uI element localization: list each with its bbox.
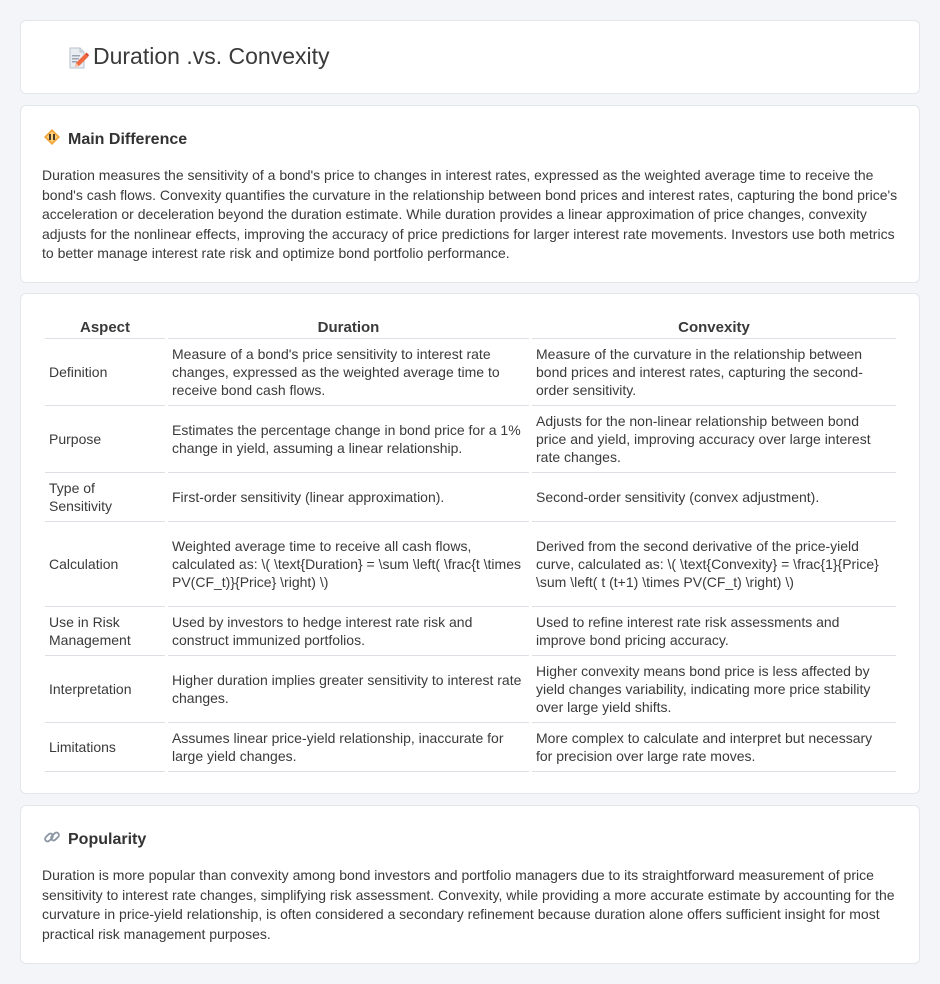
- convexity-cell: Measure of the curvature in the relationship between bond prices and interest rates, capturing the second-order sensitivity.: [532, 339, 896, 406]
- main-difference-card: [20, 105, 920, 283]
- convexity-cell: Higher convexity means bond price is less affected by yield changes variability, indicating more price stability over large yield shifts.: [532, 656, 896, 723]
- convexity-cell: Derived from the second derivative of the price-yield curve, calculated as: \( \text{Convexity} = \frac{1}{Price} \sum \left( t (t+1) \times PV(CF_t) \right) \): [532, 522, 896, 607]
- header-card: [20, 20, 920, 94]
- table-row: [45, 607, 896, 656]
- header-duration: Duration: [168, 315, 529, 339]
- header-convexity: Convexity: [532, 315, 896, 339]
- comparison-card: [20, 293, 920, 794]
- table-row: [45, 656, 896, 723]
- convexity-cell: More complex to calculate and interpret but necessary for precision over large rate moves.: [532, 723, 896, 772]
- duration-cell: Measure of a bond's price sensitivity to interest rate changes, expressed as the weighted average time to receive bond cash flows.: [168, 339, 529, 406]
- duration-cell: Estimates the percentage change in bond price for a 1% change in yield, assuming a linear relationship.: [168, 406, 529, 473]
- table-row: [45, 473, 896, 522]
- table-row: [45, 406, 896, 473]
- main-difference-heading: [43, 128, 187, 151]
- popularity-text: Duration is more popular than convexity among bond investors and portfolio managers due to its straightforward measurement of price sensitivity to interest rate changes, simplifying risk assessment. Convexity, while providing a more accurate estimate by accounting for the curvature in price-yield relationship, is often considered a secondary refinement because duration alone offers sufficient insight for most practical risk management purposes.: [42, 867, 895, 942]
- duration-cell: First-order sensitivity (linear approximation).: [168, 473, 529, 522]
- table-row: [45, 723, 896, 772]
- convexity-cell: Adjusts for the non-linear relationship between bond price and yield, improving accuracy over large interest rate changes.: [532, 406, 896, 473]
- popularity-card: [20, 805, 920, 964]
- duration-cell: Weighted average time to receive all cash flows, calculated as: \( \text{Duration} = \sum \left( \frac{t \times PV(CF_t)}{Price} \right) \): [168, 522, 529, 607]
- convexity-cell: Second-order sensitivity (convex adjustment).: [532, 473, 896, 522]
- aspect-cell: Use in Risk Management: [45, 607, 165, 656]
- link-icon: [43, 828, 61, 851]
- main-difference-text: Duration measures the sensitivity of a bond's price to changes in interest rates, expressed as the weighted average time to receive the bond's cash flows. Convexity quantifies the curvature in the relationship between bond prices and interest rates, capturing the bond price's acceleration or deceleration beyond the duration estimate. While duration provides a linear approximation of price changes, convexity adjusts for the nonlinear effects, improving the accuracy of price predictions for larger interest rate movements. Investors use both metrics to better manage interest rate risk and optimize bond portfolio performance.: [42, 167, 898, 262]
- aspect-cell: Interpretation: [45, 656, 165, 723]
- table-row: [45, 522, 896, 607]
- main-difference-title: Main Difference: [68, 130, 188, 148]
- aspect-cell: Purpose: [45, 406, 165, 473]
- popularity-title: Popularity: [68, 830, 147, 848]
- aspect-cell: Definition: [45, 339, 165, 406]
- convexity-cell: Used to refine interest rate risk assessments and improve bond pricing accuracy.: [532, 607, 896, 656]
- duration-cell: Used by investors to hedge interest rate risk and construct immunized portfolios.: [168, 607, 529, 656]
- duration-cell: Assumes linear price-yield relationship, inaccurate for large yield changes.: [168, 723, 529, 772]
- aspect-cell: Limitations: [45, 723, 165, 772]
- popularity-heading: [43, 828, 146, 851]
- page-title: Duration .vs. Convexity: [93, 43, 330, 69]
- duration-cell: Higher duration implies greater sensitivity to interest rate changes.: [168, 656, 529, 723]
- diamond-badge-icon: [43, 128, 61, 151]
- aspect-cell: Type of Sensitivity: [45, 473, 165, 522]
- comparison-table: [42, 315, 899, 772]
- table-header-row: [45, 315, 896, 339]
- document-pencil-icon: [67, 47, 89, 76]
- header-aspect: Aspect: [45, 315, 165, 339]
- table-row: [45, 339, 896, 406]
- aspect-cell: Calculation: [45, 522, 165, 607]
